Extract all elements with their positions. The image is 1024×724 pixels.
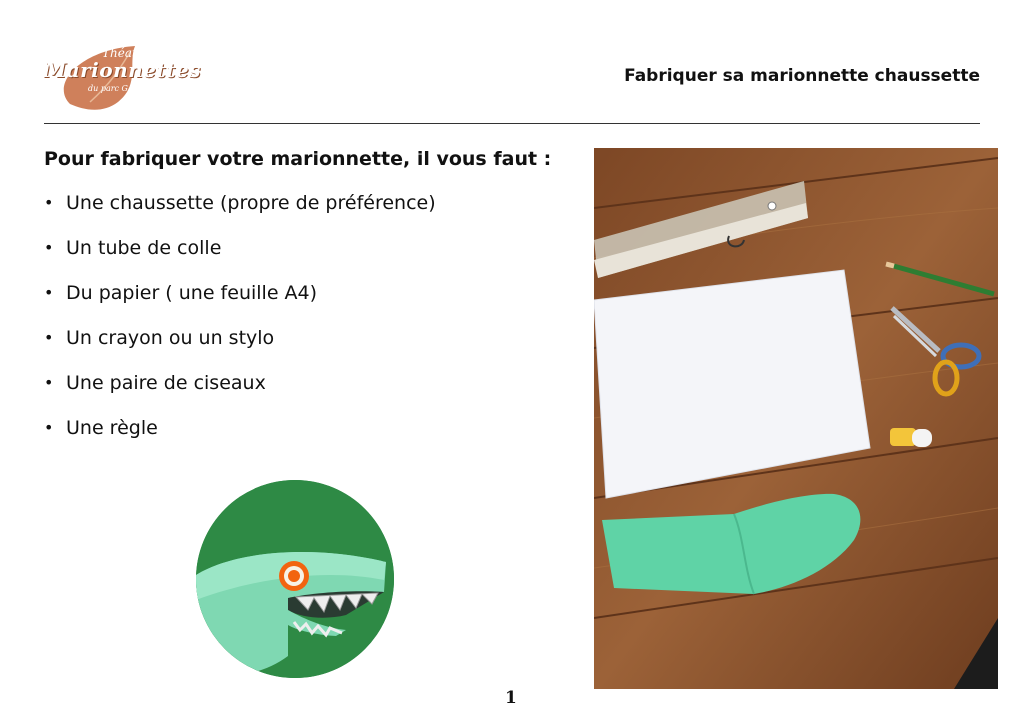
supply-item: Une chaussette (propre de préférence) <box>66 192 436 214</box>
bullet: • <box>44 283 54 302</box>
list-item <box>44 370 436 415</box>
bullet: • <box>44 418 54 437</box>
header-divider <box>44 123 980 124</box>
supply-item: Du papier ( une feuille A4) <box>66 282 318 304</box>
supply-item: Une paire de ciseaux <box>66 372 266 394</box>
materials-photo <box>594 148 998 689</box>
page-title: Fabriquer sa marionnette chaussette <box>624 66 980 86</box>
supply-item: Une règle <box>66 417 158 439</box>
list-item <box>44 190 436 235</box>
supply-item: Un crayon ou un stylo <box>66 327 275 349</box>
supply-item: Un tube de colle <box>66 237 222 259</box>
supplies-list <box>44 190 436 460</box>
bullet: • <box>44 328 54 347</box>
logo-text-parc: du parc G. Brassens <box>88 84 170 93</box>
list-item <box>44 280 436 325</box>
materials-illustration <box>594 148 998 689</box>
logo-text-marionnettes: Marionnettes <box>44 58 201 82</box>
list-item <box>44 325 436 370</box>
theatre-logo <box>40 44 201 110</box>
bullet: • <box>44 373 54 392</box>
logo-text-theatre: Théatre <box>102 46 150 60</box>
finished-puppet-photo <box>196 480 394 678</box>
supplies-heading: Pour fabriquer votre marionnette, il vous faut : <box>44 148 552 170</box>
sock-puppet-illustration <box>196 480 394 678</box>
list-item <box>44 235 436 280</box>
page-number: 1 <box>505 688 517 708</box>
bullet: • <box>44 238 54 257</box>
glue-stick-image <box>890 428 932 447</box>
bullet: • <box>44 193 54 212</box>
list-item <box>44 415 436 460</box>
